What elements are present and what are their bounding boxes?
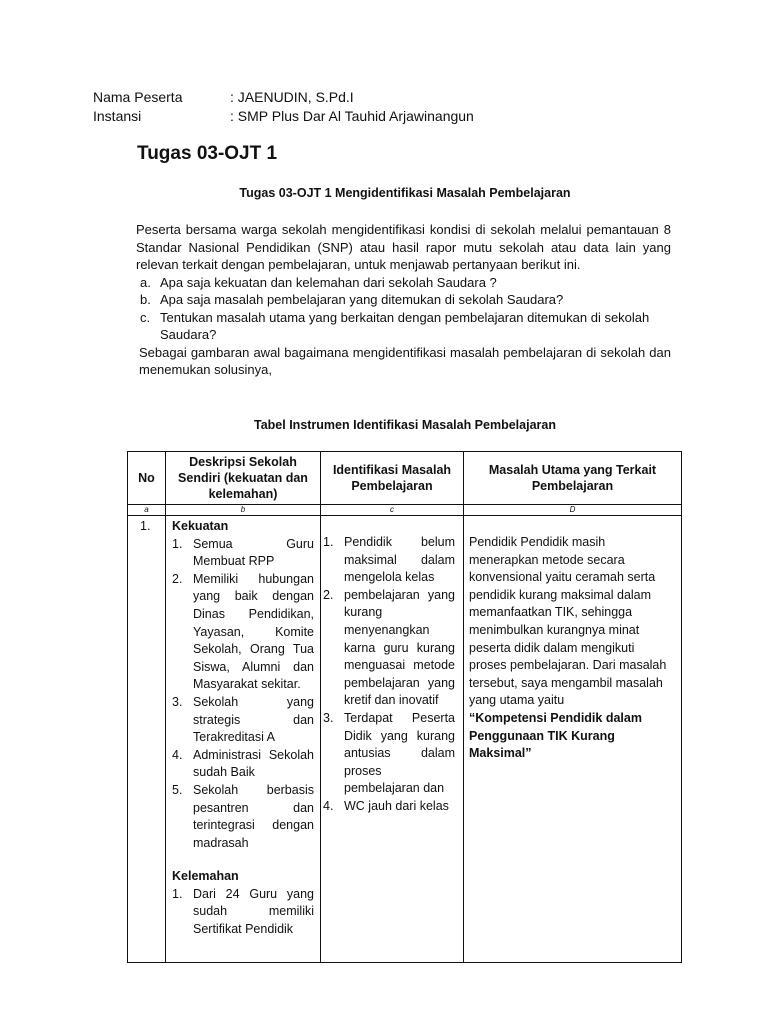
question-item [136,274,671,292]
participant-label: Nama Peserta [93,89,183,105]
list-marker: 2. [323,587,334,602]
intro-closing: Sebagai gambaran awal bagaimana mengidentifikasi masalah pembelajaran di sekolah dan menemukan solusinya, [139,344,671,377]
strengths-heading: Kekuatan [172,519,229,533]
strengths-list [172,536,314,853]
instrument-table [127,451,682,963]
list-text: WC jauh dari kelas [344,798,449,813]
row-number: 1. [128,516,166,963]
list-text: Semua Guru Membuat RPP [193,536,314,569]
page-title: Tugas 03-OJT 1 [137,143,278,164]
participant-info [93,88,474,126]
header-no: No [128,452,166,505]
weaknesses-heading: Kelemahan [172,869,239,884]
list-text: Terdapat Peserta Didik yang kurang antusias dalam proses pembelajaran dan [344,710,455,796]
problems-list [323,534,455,816]
column-letter: D [464,505,682,516]
header-main-problem: Masalah Utama yang Terkait Pembelajaran [464,452,682,505]
list-item [172,782,314,852]
list-text: Pendidik belum maksimal dalam mengelola kelas [344,535,455,585]
question-text: Apa saja kekuatan dan kelemahan dari sekolah Saudara ? [160,274,497,290]
header-problem-identification: Identifikasi Masalah Pembelajaran [321,452,464,505]
participant-value: : JAENUDIN, S.Pd.I [230,89,354,105]
column-letter-row [128,505,682,516]
list-text: Sekolah berbasis pesantren dan terintegrasi dengan madrasah [193,782,314,850]
question-item [136,309,671,344]
table-header-row [128,452,682,505]
intro-paragraph: Peserta bersama warga sekolah mengidentifikasi kondisi di sekolah melalui pemantauan 8 Standar Nasional Pendidikan (SNP) atau hasil rapor mutu sekolah atau data lain yang relevan terkait dengan pembelajaran, untuk menjawab pertanyaan berikut ini. [136,222,671,272]
list-item [323,710,455,798]
list-marker: 3. [323,710,334,725]
list-marker: 2. [172,571,183,586]
table-title: Tabel Instrumen Identifikasi Masalah Pembelajaran [254,418,556,432]
institution-row [93,107,474,126]
question-item [136,291,671,309]
list-item [323,534,455,587]
list-marker: 3. [172,694,183,709]
list-marker: 1. [172,536,183,551]
institution-value: : SMP Plus Dar Al Tauhid Arjawinangun [230,108,474,124]
list-text: Administrasi Sekolah sudah Baik [193,747,314,780]
question-text: Tentukan masalah utama yang berkaitan dengan pembelajaran ditemukan di sekolah Saudara? [160,309,650,342]
participant-row [93,88,474,107]
header-school-description: Deskripsi Sekolah Sendiri (kekuatan dan kelemahan) [166,452,321,505]
list-item [172,747,314,782]
list-item [172,694,314,747]
weaknesses-list [172,886,314,939]
list-item [172,536,314,571]
list-marker: 1. [172,886,183,901]
school-description-cell [166,516,321,963]
problem-identification-cell [321,516,464,963]
question-list [136,274,671,344]
list-text: Memiliki hubungan yang baik dengan Dinas Pendidikan, Yayasan, Komite Sekolah, Orang Tua Siswa, Alumni dan Masyarakat sekitar. [193,571,314,692]
list-text: pembelajaran yang kurang menyenangkan karna guru kurang menguasai metode pembelajaran yang kretif dan inovatif [344,587,455,708]
question-marker: b. [140,292,151,307]
column-letter: c [321,505,464,516]
question-marker: c. [140,309,151,325]
list-item [323,798,455,816]
institution-label: Instansi [93,108,142,124]
column-letter: a [128,505,166,516]
task-subtitle: Tugas 03-OJT 1 Mengidentifikasi Masalah Pembelajaran [239,186,571,200]
question-text: Apa saja masalah pembelajaran yang ditemukan di sekolah Saudara? [160,292,564,307]
main-problem-cell [464,516,682,963]
list-item [172,571,314,694]
table-row [128,516,682,963]
question-marker: a. [140,274,151,290]
main-problem-conclusion: “Kompetensi Pendidik dalam Penggunaan TIK Kurang Maksimal” [469,710,642,761]
column-letter: b [166,505,321,516]
list-marker: 1. [323,535,334,549]
list-item [323,587,455,710]
list-marker: 4. [172,747,183,762]
list-marker: 5. [172,782,183,797]
intro-section [136,221,671,379]
list-marker: 4. [323,798,334,813]
list-item [172,886,314,939]
main-problem-text: Pendidik Pendidik masih menerapkan metode secara konvensional yaitu ceramah serta pendidik kurang maksimal dalam memanfaatkan TIK, sehingga menimbulkan kurangnya minat peserta didik dalam mengikuti proses pembelajaran. Dari masalah tersebut, saya mengambil masalah yang utama yaitu [469,535,667,708]
list-text: Dari 24 Guru yang sudah memiliki Sertifikat Pendidik [193,886,314,937]
list-text: Sekolah yang strategis dan Terakreditasi A [193,694,314,745]
